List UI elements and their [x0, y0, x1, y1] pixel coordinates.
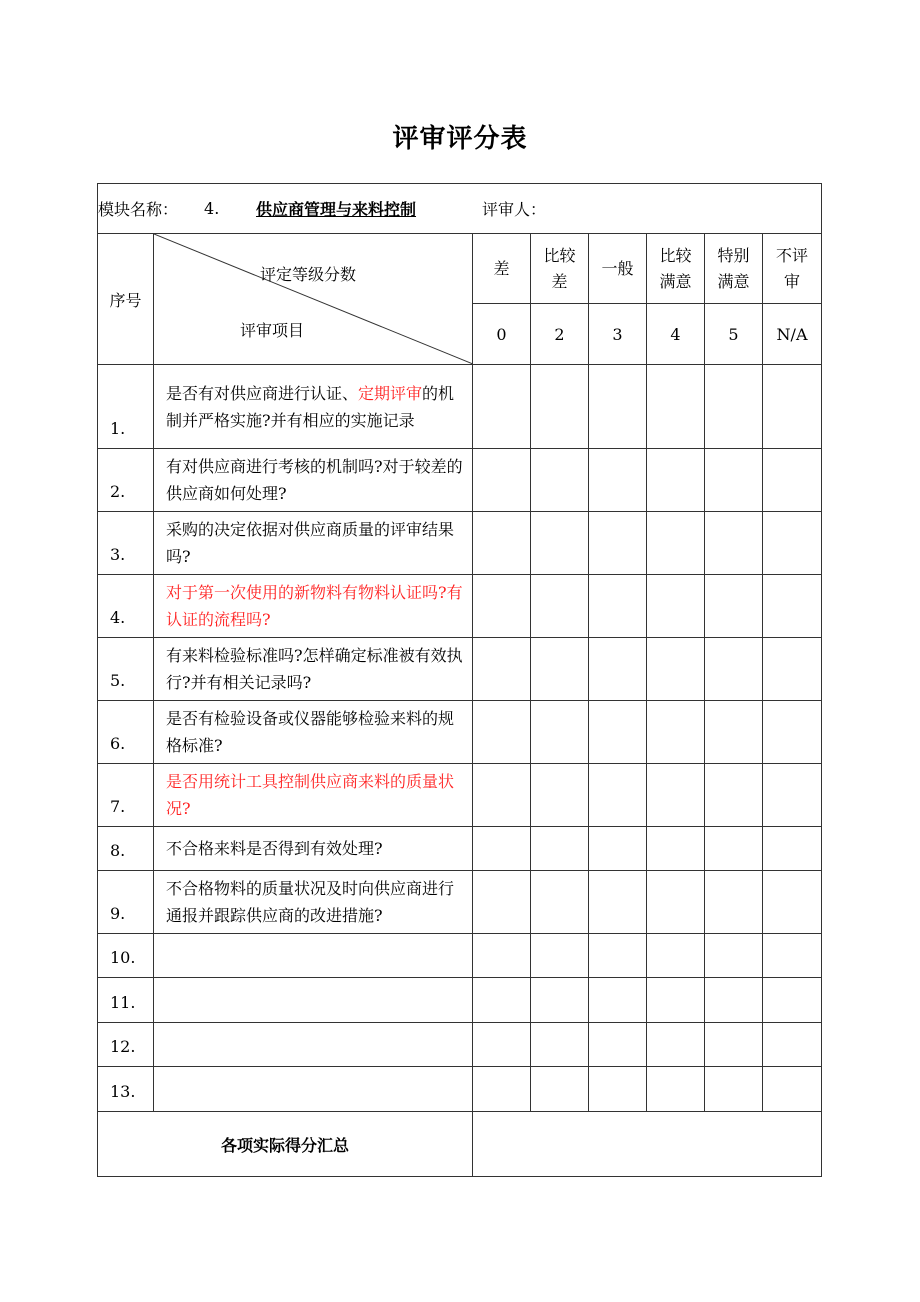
- score-cell[interactable]: [473, 701, 531, 764]
- grade-score-label: 评定等级分数: [260, 265, 357, 284]
- score-cell[interactable]: [473, 1067, 531, 1112]
- score-cell[interactable]: [589, 934, 647, 978]
- row-question: 是否用统计工具控制供应商来料的质量状况?: [154, 764, 473, 827]
- row-question: 是否有对供应商进行认证、定期评审的机制并严格实施?并有相应的实施记录: [154, 365, 473, 449]
- score-cell[interactable]: [473, 827, 531, 871]
- score-cell[interactable]: [589, 871, 647, 934]
- score-cell[interactable]: [531, 1023, 589, 1067]
- diagonal-line: [154, 234, 473, 364]
- score-cell[interactable]: [705, 934, 763, 978]
- row-seq: 7.: [98, 764, 154, 827]
- row-question[interactable]: [154, 934, 473, 978]
- module-number: 4.: [204, 199, 220, 218]
- score-cell[interactable]: [589, 575, 647, 638]
- reviewer-label: 评审人：: [482, 200, 547, 219]
- score-cell[interactable]: [531, 764, 589, 827]
- score-cell[interactable]: [647, 512, 705, 575]
- score-cell[interactable]: [589, 449, 647, 512]
- grade-header: 比较 满意: [647, 234, 705, 304]
- table-row: [98, 449, 822, 512]
- score-cell[interactable]: [647, 827, 705, 871]
- score-cell[interactable]: [647, 575, 705, 638]
- row-question: 不合格物料的质量状况及时向供应商进行通报并跟踪供应商的改进措施?: [154, 871, 473, 934]
- score-cell[interactable]: [705, 1023, 763, 1067]
- row-question: 有对供应商进行考核的机制吗?对于较差的供应商如何处理?: [154, 449, 473, 512]
- score-cell[interactable]: [763, 978, 822, 1023]
- score-cell[interactable]: [531, 512, 589, 575]
- row-seq: 9.: [98, 871, 154, 934]
- review-score-table: [97, 183, 822, 1177]
- review-item-label: 评审项目: [240, 321, 305, 340]
- score-cell[interactable]: [473, 978, 531, 1023]
- module-name: 供应商管理与来料控制: [256, 200, 417, 219]
- score-cell[interactable]: [589, 701, 647, 764]
- score-cell[interactable]: [531, 449, 589, 512]
- score-cell[interactable]: [763, 871, 822, 934]
- row-question[interactable]: [154, 978, 473, 1023]
- table-row: [98, 575, 822, 638]
- module-label: 模块名称：: [98, 200, 179, 219]
- score-cell[interactable]: [763, 1023, 822, 1067]
- row-question: 采购的决定依据对供应商质量的评审结果吗?: [154, 512, 473, 575]
- score-cell[interactable]: [531, 701, 589, 764]
- row-question: 对于第一次使用的新物料有物料认证吗?有认证的流程吗?: [154, 575, 473, 638]
- score-cell[interactable]: [647, 978, 705, 1023]
- row-question: 有来料检验标准吗?怎样确定标准被有效执行?并有相关记录吗?: [154, 638, 473, 701]
- grade-score: 4: [647, 304, 705, 365]
- row-seq: 13.: [98, 1067, 154, 1112]
- score-cell[interactable]: [647, 701, 705, 764]
- table-row: [98, 512, 822, 575]
- score-cell[interactable]: [705, 701, 763, 764]
- score-cell[interactable]: [531, 575, 589, 638]
- summary-total-cell[interactable]: [473, 1112, 822, 1177]
- score-cell[interactable]: [705, 827, 763, 871]
- row-question[interactable]: [154, 1067, 473, 1112]
- score-cell[interactable]: [531, 934, 589, 978]
- table-row: [98, 1067, 822, 1112]
- score-cell[interactable]: [589, 764, 647, 827]
- score-cell[interactable]: [705, 512, 763, 575]
- summary-label: 各项实际得分汇总: [98, 1112, 473, 1177]
- grade-header: 比较 差: [531, 234, 589, 304]
- table-row: [98, 638, 822, 701]
- score-cell[interactable]: [473, 512, 531, 575]
- seq-header: 序号: [98, 234, 154, 365]
- row-seq: 3.: [98, 512, 154, 575]
- summary-row: [98, 1112, 822, 1177]
- grade-header: 差: [473, 234, 531, 304]
- row-question[interactable]: [154, 1023, 473, 1067]
- score-cell[interactable]: [647, 1023, 705, 1067]
- score-cell[interactable]: [647, 638, 705, 701]
- score-cell[interactable]: [473, 871, 531, 934]
- score-cell[interactable]: [589, 1023, 647, 1067]
- table-row: [98, 764, 822, 827]
- diagonal-header-cell: [154, 234, 473, 365]
- score-cell[interactable]: [589, 365, 647, 449]
- score-cell[interactable]: [705, 978, 763, 1023]
- score-cell[interactable]: [705, 871, 763, 934]
- score-cell[interactable]: [705, 1067, 763, 1112]
- score-cell[interactable]: [763, 934, 822, 978]
- grade-score: 5: [705, 304, 763, 365]
- table-row: [98, 1023, 822, 1067]
- score-cell[interactable]: [589, 512, 647, 575]
- score-cell[interactable]: [589, 827, 647, 871]
- score-cell[interactable]: [589, 638, 647, 701]
- row-seq: 12.: [98, 1023, 154, 1067]
- score-cell[interactable]: [647, 1067, 705, 1112]
- score-cell[interactable]: [705, 638, 763, 701]
- page-title: 评审评分表: [392, 124, 528, 154]
- grade-score: 3: [589, 304, 647, 365]
- grade-score: N/A: [763, 304, 822, 365]
- row-seq: 8.: [98, 827, 154, 871]
- score-cell[interactable]: [589, 978, 647, 1023]
- table-row: [98, 701, 822, 764]
- score-cell[interactable]: [763, 638, 822, 701]
- score-cell[interactable]: [531, 365, 589, 449]
- score-cell[interactable]: [705, 575, 763, 638]
- row-seq: 1.: [98, 365, 154, 449]
- grade-score: 0: [473, 304, 531, 365]
- score-cell[interactable]: [473, 449, 531, 512]
- score-cell[interactable]: [763, 701, 822, 764]
- table-row: [98, 365, 822, 449]
- table-row: [98, 978, 822, 1023]
- score-cell[interactable]: [647, 449, 705, 512]
- score-cell[interactable]: [647, 764, 705, 827]
- score-cell[interactable]: [473, 764, 531, 827]
- score-cell[interactable]: [763, 575, 822, 638]
- score-cell[interactable]: [473, 1023, 531, 1067]
- score-cell[interactable]: [531, 978, 589, 1023]
- score-cell[interactable]: [763, 512, 822, 575]
- row-seq: 5.: [98, 638, 154, 701]
- score-cell[interactable]: [705, 764, 763, 827]
- score-cell[interactable]: [647, 934, 705, 978]
- score-cell[interactable]: [531, 1067, 589, 1112]
- score-cell[interactable]: [531, 638, 589, 701]
- score-cell[interactable]: [705, 365, 763, 449]
- score-cell[interactable]: [705, 449, 763, 512]
- header-row-grades: [98, 234, 822, 304]
- score-cell[interactable]: [531, 871, 589, 934]
- grade-score: 2: [531, 304, 589, 365]
- row-seq: 6.: [98, 701, 154, 764]
- row-question: 不合格来料是否得到有效处理?: [154, 827, 473, 871]
- score-cell[interactable]: [763, 449, 822, 512]
- score-cell[interactable]: [473, 365, 531, 449]
- score-cell[interactable]: [531, 827, 589, 871]
- score-cell[interactable]: [473, 638, 531, 701]
- grade-header: 特别 满意: [705, 234, 763, 304]
- score-cell[interactable]: [647, 871, 705, 934]
- score-cell[interactable]: [763, 827, 822, 871]
- score-cell[interactable]: [473, 575, 531, 638]
- table-row: [98, 934, 822, 978]
- row-question: 是否有检验设备或仪器能够检验来料的规格标准?: [154, 701, 473, 764]
- row-seq: 2.: [98, 449, 154, 512]
- score-cell[interactable]: [763, 764, 822, 827]
- score-cell[interactable]: [589, 1067, 647, 1112]
- row-seq: 10.: [98, 934, 154, 978]
- score-cell[interactable]: [647, 365, 705, 449]
- score-cell[interactable]: [763, 365, 822, 449]
- score-cell[interactable]: [763, 1067, 822, 1112]
- score-cell[interactable]: [473, 934, 531, 978]
- row-seq: 4.: [98, 575, 154, 638]
- table-row: [98, 827, 822, 871]
- row-seq: 11.: [98, 978, 154, 1023]
- table-row: [98, 871, 822, 934]
- grade-header: 一般: [589, 234, 647, 304]
- grade-header: 不评 审: [763, 234, 822, 304]
- module-row: [98, 184, 822, 234]
